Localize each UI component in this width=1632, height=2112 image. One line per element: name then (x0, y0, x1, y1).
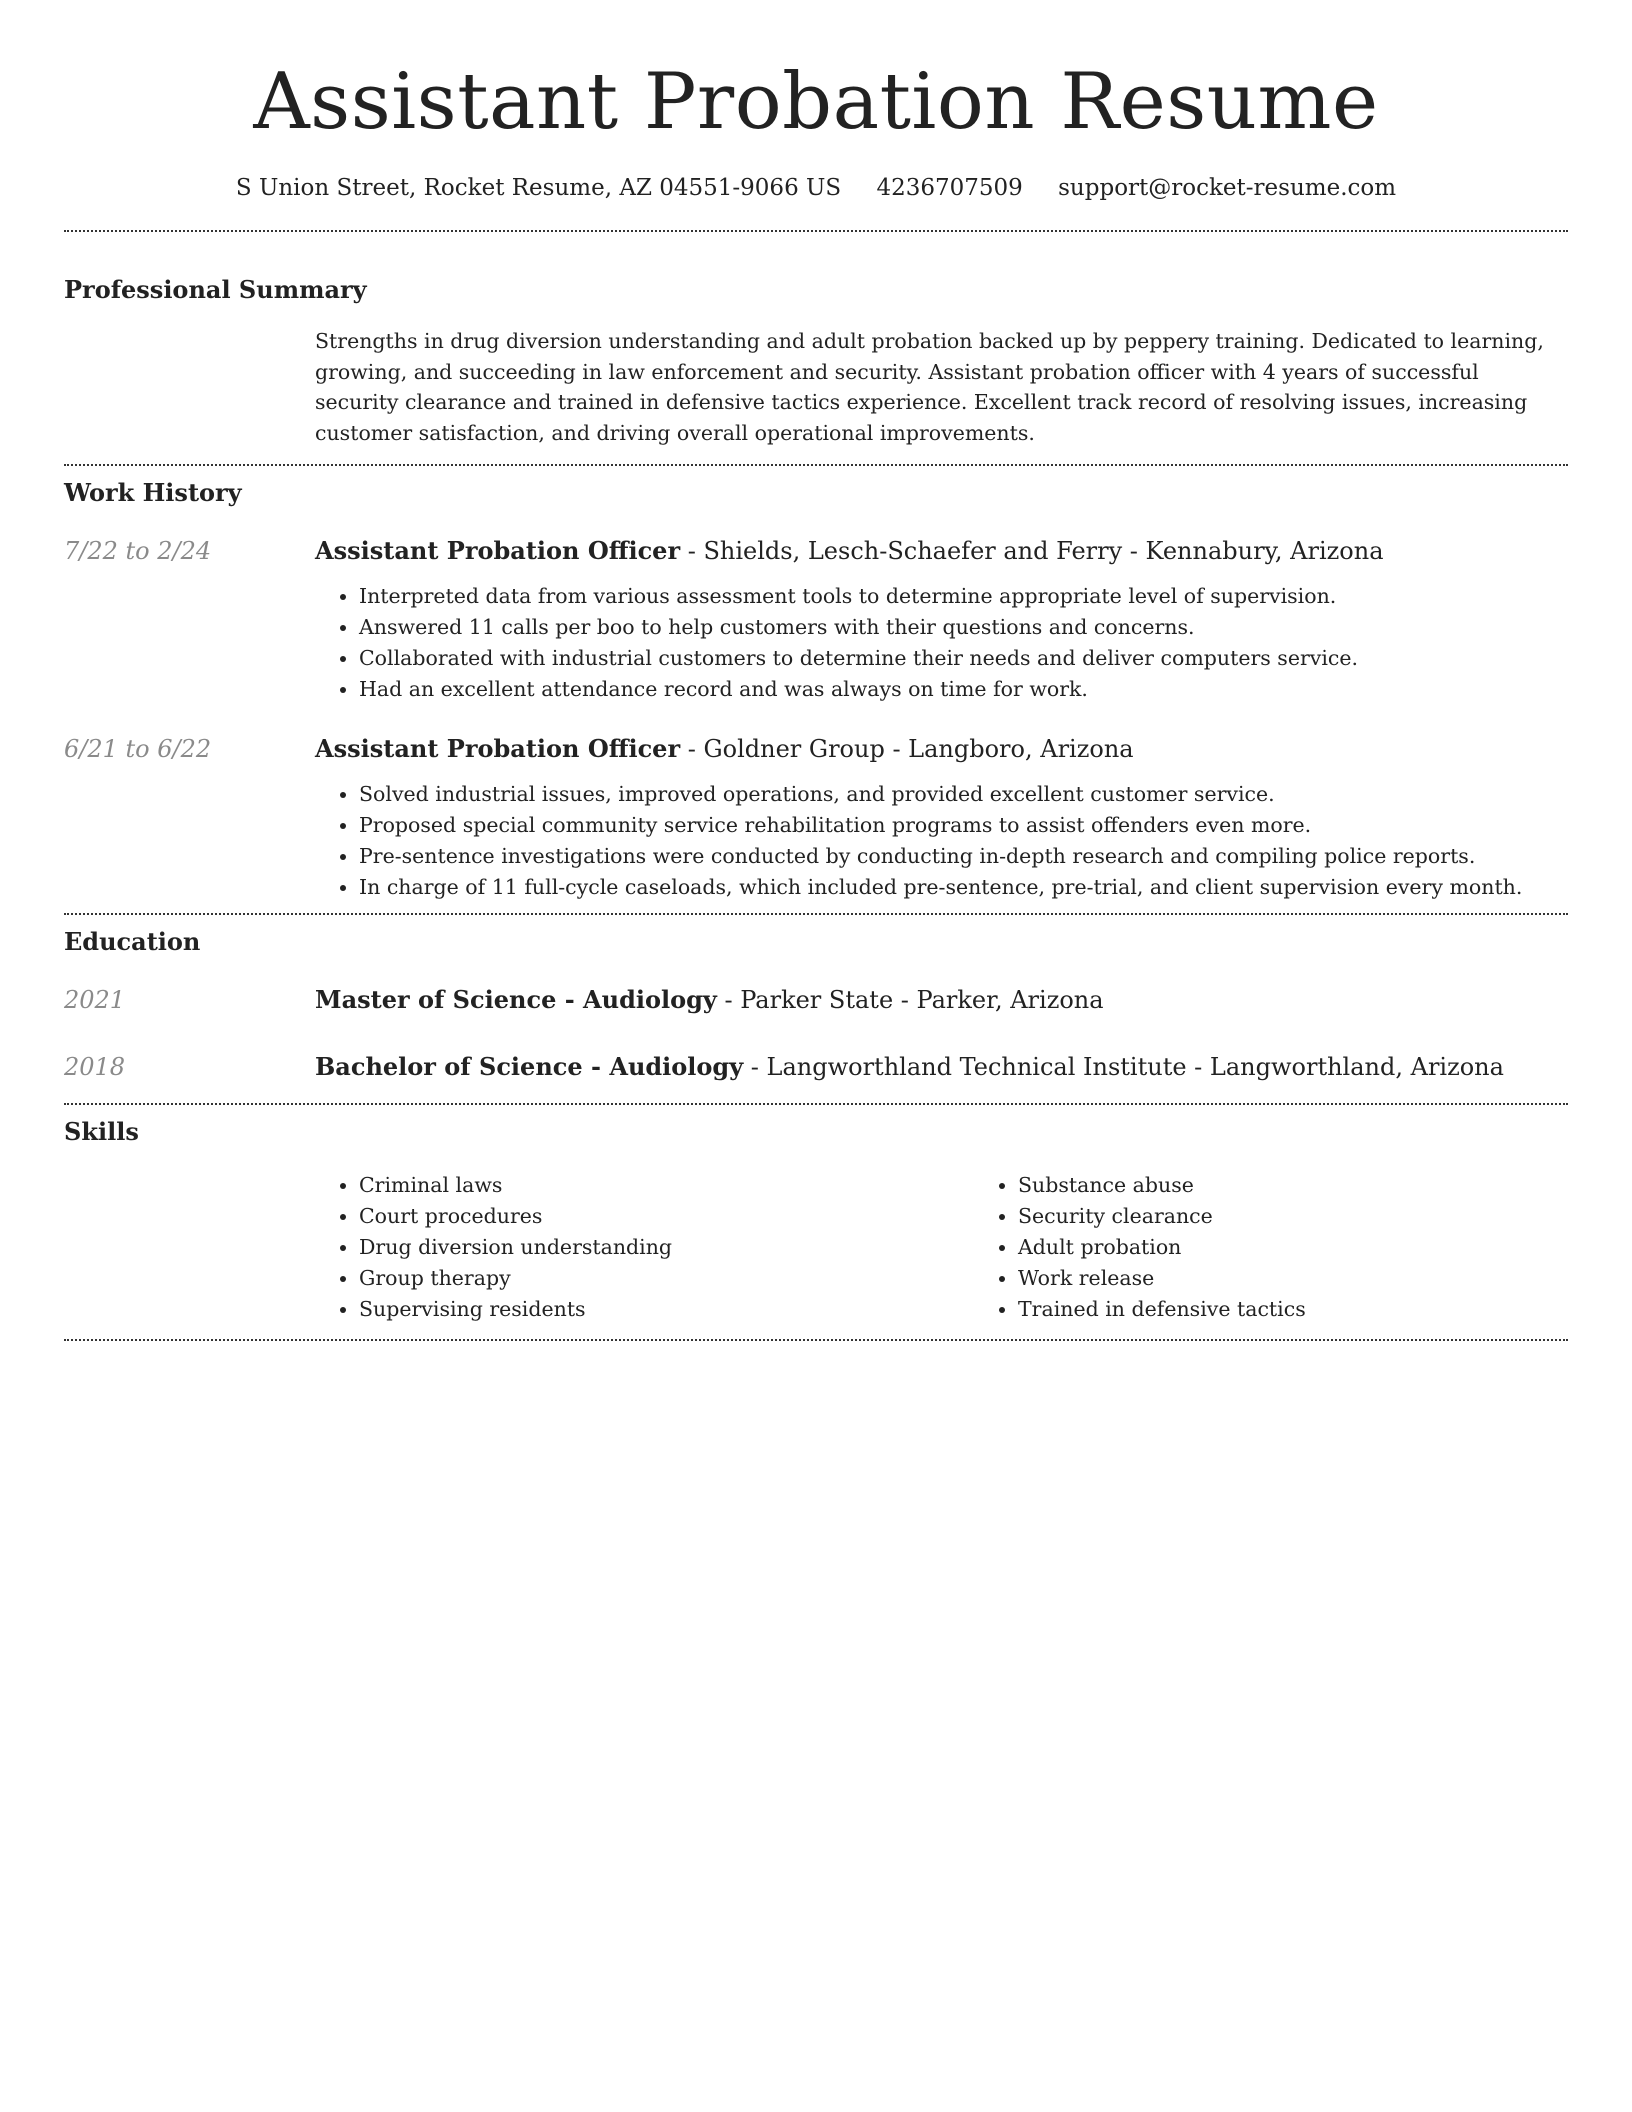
education-entry (64, 1051, 1568, 1083)
contact-phone[interactable]: 4236707509 (876, 175, 1023, 201)
job-role: Assistant Probation Officer (315, 536, 681, 565)
job-title (315, 535, 1568, 567)
education-year: 2021 (64, 986, 126, 1014)
list-item: • Answered 11 calls per boo to help customers with their questions and concerns. (359, 612, 1568, 643)
education-degree (315, 1051, 1568, 1083)
divider (64, 1103, 1568, 1105)
divider (64, 230, 1568, 232)
degree-school: - Parker State - Parker, Arizona (716, 986, 1104, 1014)
job-entry (64, 733, 1568, 903)
job-employer: - Shields, Lesch-Schaefer and Ferry - Kennabury, Arizona (680, 537, 1384, 565)
divider (64, 1339, 1568, 1341)
list-item: • Substance abuse (1018, 1170, 1632, 1201)
divider (64, 913, 1568, 915)
divider (64, 464, 1568, 466)
list-item: • Group therapy (359, 1263, 974, 1294)
job-duties (315, 779, 1568, 903)
skills-list-right (974, 1170, 1632, 1325)
education-degree (315, 984, 1568, 1016)
degree-school: - Langworthland Technical Institute - Langworthland, Arizona (743, 1053, 1504, 1081)
list-item: • Drug diversion understanding (359, 1232, 974, 1263)
summary-text: Strengths in drug diversion understanding and adult probation backed up by peppery training. Dedicated to learning, growing, and succeeding in law enforcement and security. Assistant probation officer with 4 years of successful security clearance and trained in defensive tactics experience. Excellent track record of resolving issues, increasing customer satisfaction, and driving overall operational improvements. (315, 329, 1544, 445)
skills-spacer (64, 1170, 315, 1325)
list-item: • Proposed special community service rehabilitation programs to assist offenders even more. (359, 810, 1568, 841)
contact-line (64, 172, 1568, 204)
summary-row (64, 326, 1568, 448)
section-title-summary: Professional Summary (64, 275, 367, 304)
list-item: • Pre-sentence investigations were conducted by conducting in-depth research and compiling police reports. (359, 841, 1568, 872)
resume-title: Assistant Probation Resume (253, 57, 1379, 147)
list-item: • Supervising residents (359, 1294, 974, 1325)
list-item: • Solved industrial issues, improved operations, and provided excellent customer service. (359, 779, 1568, 810)
education-entry (64, 984, 1568, 1016)
list-item: • Adult probation (1018, 1232, 1632, 1263)
job-employer: - Goldner Group - Langboro, Arizona (680, 735, 1134, 763)
summary-spacer (64, 326, 315, 448)
section-title-skills: Skills (64, 1117, 139, 1146)
list-item: • Collaborated with industrial customers to determine their needs and deliver computers service. (359, 643, 1568, 674)
job-dates: 6/21 to 6/22 (64, 735, 212, 763)
contact-address: S Union Street, Rocket Resume, AZ 04551-9066 US (235, 175, 842, 201)
list-item: • Court procedures (359, 1201, 974, 1232)
education-year: 2018 (64, 1053, 126, 1081)
section-title-education: Education (64, 927, 201, 956)
job-title (315, 733, 1568, 765)
job-role: Assistant Probation Officer (315, 734, 681, 763)
list-item: • Criminal laws (359, 1170, 974, 1201)
skills-list-left (315, 1170, 974, 1325)
list-item: • Security clearance (1018, 1201, 1632, 1232)
job-dates: 7/22 to 2/24 (64, 537, 212, 565)
list-item: • Work release (1018, 1263, 1632, 1294)
list-item: • Had an excellent attendance record and was always on time for work. (359, 674, 1568, 705)
job-duties (315, 581, 1568, 705)
section-title-work-history: Work History (64, 478, 242, 507)
resume-page (64, 0, 1568, 1341)
job-entry (64, 535, 1568, 705)
degree-name: Bachelor of Science - Audiology (315, 1052, 744, 1081)
degree-name: Master of Science - Audiology (315, 985, 717, 1014)
list-item: • Interpreted data from various assessment tools to determine appropriate level of supervision. (359, 581, 1568, 612)
contact-email[interactable]: support@rocket-resume.com (1058, 175, 1397, 201)
list-item: • In charge of 11 full-cycle caseloads, which included pre-sentence, pre-trial, and client supervision every month. (359, 872, 1568, 903)
skills-row (64, 1170, 1568, 1325)
list-item: • Trained in defensive tactics (1018, 1294, 1632, 1325)
